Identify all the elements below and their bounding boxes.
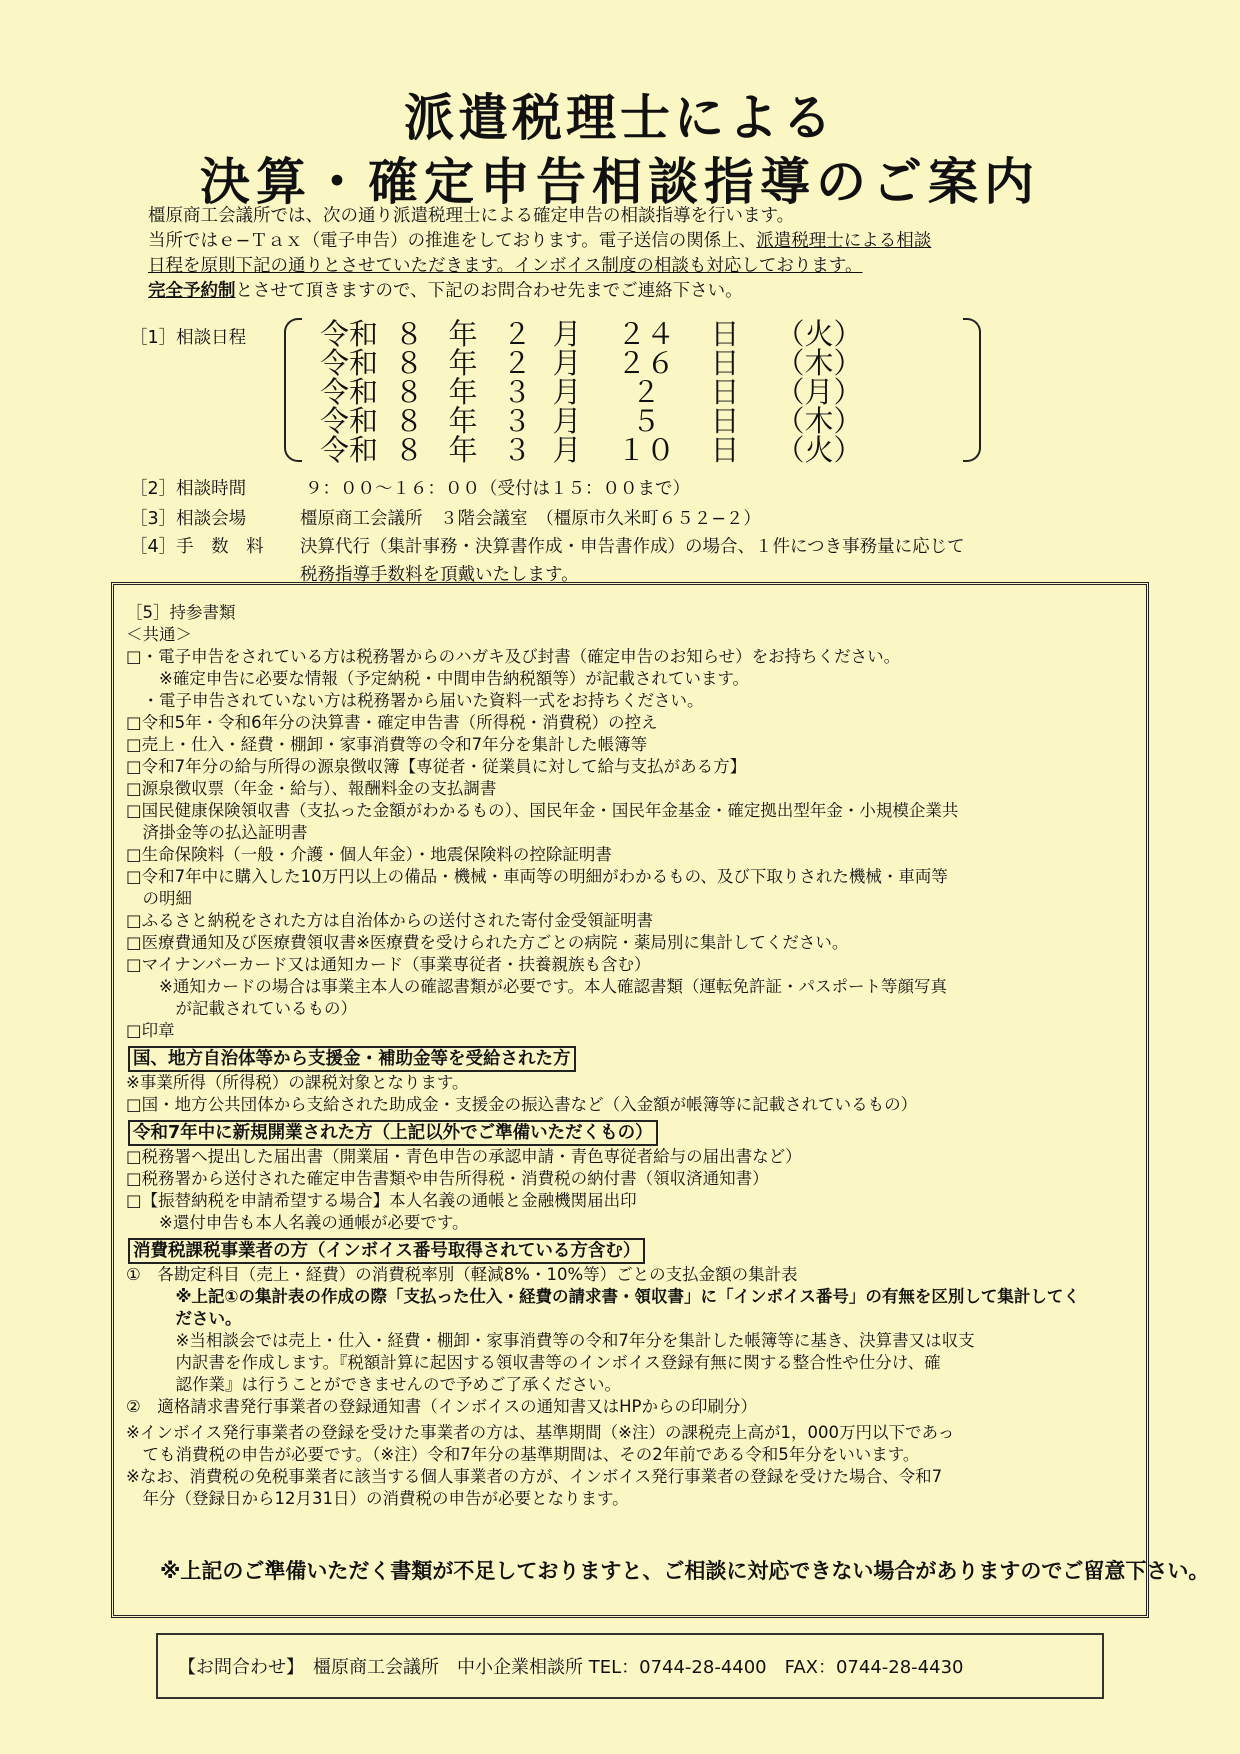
document-item: ※事業所得（所得税）の課税対象となります。 (126, 1073, 469, 1092)
date-d: 日 (710, 375, 740, 409)
date-era: 令和 (319, 433, 378, 467)
date-dow: （木） (775, 346, 863, 380)
date-day: ２４ (616, 317, 675, 351)
document-item: ださい。 (126, 1309, 242, 1328)
date-y: 年 (448, 317, 478, 351)
date-m: 月 (552, 433, 582, 467)
document-item: □売上・仕入・経費・棚卸・家事消費等の令和7年分を集計した帳簿等 (126, 735, 648, 754)
date-era: 令和 (319, 346, 378, 380)
document-item: □国・地方公共団体から支給された助成金・支援金の振込書など（入金額が帳簿等に記載されているもの） (126, 1095, 918, 1114)
schedule-label: ［1］相談日程 (130, 328, 247, 348)
date-month: ２ (502, 346, 532, 380)
title-line-2: 決算・確定申告相談指導のご案内 (200, 153, 1040, 211)
intro-line (148, 229, 1138, 254)
document-item: 認作業』は行うことができませんので予めご了承ください。 (126, 1375, 621, 1394)
documents-label: ［5］持参書類 (126, 603, 236, 622)
intro-line-underlined: 日程を原則下記の通りとさせていただきます。インボイス制度の相談も対応しております。 (148, 256, 863, 276)
document-item: 済掛金等の払込証明書 (126, 823, 308, 842)
date-m: 月 (552, 317, 582, 351)
document-item: □【振替納税を申請希望する場合】本人名義の通帳と金融機関届出印 (126, 1191, 637, 1210)
document-item: □源泉徴収票（年金・給与）、報酬料金の支払調書 (126, 779, 497, 798)
document-item: ① 各勘定科目（売上・経費）の消費税率別（軽減8%・10%等）ごとの支払金額の集計表 (126, 1265, 798, 1284)
document-item: □ふるさと納税をされた方は自治体からの送付された寄付金受領証明書 (126, 911, 654, 930)
note-line: ても消費税の申告が必要です。（※注）令和7年分の基準期間は、その2年前である令和5年分をいいます。 (126, 1445, 920, 1464)
date-m: 月 (552, 346, 582, 380)
common-label: ＜共通＞ (126, 625, 192, 644)
date-y: 年 (448, 375, 478, 409)
date-m: 月 (552, 375, 582, 409)
document-item: □令和7年分の給与所得の源泉徴収簿【専従者・従業員に対して給与支払がある方】 (126, 757, 747, 776)
document-item: □税務署へ提出した届出書（開業届・青色申告の承認申請・青色専従者給与の届出書など） (126, 1147, 802, 1166)
reservation-only-text: 完全予約制 (148, 281, 236, 301)
date-year: ８ (394, 404, 424, 438)
intro-line: 橿原商工会議所では、次の通り派遣税理士による確定申告の相談指導を行います。 (148, 206, 795, 226)
intro-line-part: 当所ではｅ−Ｔａｘ（電子申告）の推進をしております。電子送信の関係上、 (148, 231, 757, 251)
date-era: 令和 (319, 375, 378, 409)
contact-box (156, 1633, 1104, 1699)
date-era: 令和 (319, 404, 378, 438)
date-day: ２ (631, 375, 661, 409)
date-year: ８ (394, 317, 424, 351)
left-bracket (284, 318, 302, 462)
intro-line-part: とさせて頂きますので、下記のお問合わせ先までご連絡下さい。 (235, 281, 743, 301)
date-day: １０ (616, 433, 675, 467)
document-item: □国民健康保険領収書（支払った金額がわかるもの）、国民年金・国民年金基金・確定拠出型年金・小規模企業共 (126, 801, 959, 820)
new-business-header: 令和7年中に新規開業された方（上記以外でご準備いただくもの） (128, 1120, 658, 1146)
date-d: 日 (710, 317, 740, 351)
schedule-date (310, 433, 950, 467)
schedule-dates (310, 317, 950, 467)
document-item: 内訳書を作成します。『税額計算に起因する領収書等のインボイス登録有無に関する整合性や仕分け、確 (126, 1353, 941, 1372)
date-dow: （月） (775, 375, 863, 409)
date-era: 令和 (319, 317, 378, 351)
document-item: ② 適格請求書発行事業者の登録通知書（インボイスの通知書又はHPからの印刷分） (126, 1397, 757, 1416)
document-item: ※還付申告も本人名義の通帳が必要です。 (126, 1213, 469, 1232)
date-m: 月 (552, 404, 582, 438)
intro-text (148, 204, 1138, 304)
date-dow: （火） (775, 433, 863, 467)
contact-text: 【お問合わせ】 橿原商工会議所 中小企業相談所 TEL：0744-28-4400 FAX：0744-28-4430 (178, 1657, 964, 1678)
document-item: ※通知カードの場合は事業主本人の確認書類が必要です。本人確認書類（運転免許証・パスポート等顔写真 (126, 977, 948, 996)
date-dow: （木） (775, 404, 863, 438)
consumption-tax-header: 消費税課税事業者の方（インボイス番号取得されている方含む） (128, 1238, 645, 1264)
date-d: 日 (710, 404, 740, 438)
date-y: 年 (448, 404, 478, 438)
document-item: ※上記①の集計表の作成の際「支払った仕入・経費の請求書・領収書」に「インボイス番号」の有無を区別して集計してく (126, 1287, 1080, 1306)
date-dow: （火） (775, 317, 863, 351)
time-label: ［2］相談時間 (130, 479, 247, 499)
document-item: □印章 (126, 1021, 175, 1040)
document-item: が記載されているもの） (126, 999, 357, 1018)
document-item: □マイナンバーカード又は通知カード（事業専従者・扶養親族も含む） (126, 955, 651, 974)
date-year: ８ (394, 433, 424, 467)
fee-line-2: 税務指導手数料を頂戴いたします。 (300, 565, 579, 585)
date-year: ８ (394, 375, 424, 409)
document-item: □税務署から送付された確定申告書類や申告所得税・消費税の納付書（領収済通知書） (126, 1169, 769, 1188)
date-d: 日 (710, 433, 740, 467)
document-item: □令和7年中に購入した10万円以上の備品・機械・車両等の明細がわかるもの、及び下取りされた機械・車両等 (126, 867, 948, 886)
right-bracket (963, 318, 981, 462)
fee-label: ［4］手 数 料 (130, 537, 264, 557)
closing-note: ※上記のご準備いただく書類が不足しておりますと、ご相談に対応できない場合がありますのでご留意下さい。 (160, 1559, 1210, 1583)
document-item: ※確定申告に必要な情報（予定納税・中間申告納税額等）が記載されています。 (126, 669, 750, 688)
note-line: 年分（登録日から12月31日）の消費税の申告が必要となります。 (126, 1489, 629, 1508)
venue-value: 橿原商工会議所 ３階会議室 （橿原市久米町６５２−２） (300, 509, 761, 529)
date-day: ２６ (616, 346, 675, 380)
document-item: □医療費通知及び医療費領収書※医療費を受けられた方ごとの病院・薬局別に集計してください。 (126, 933, 849, 952)
date-month: ２ (502, 317, 532, 351)
date-month: ３ (502, 375, 532, 409)
date-d: 日 (710, 346, 740, 380)
date-y: 年 (448, 433, 478, 467)
title-line-1: 派遣税理士による (404, 89, 836, 147)
fee-line-1: 決算代行（集計事務・決算書作成・申告書作成）の場合、１件につき事務量に応じて (300, 537, 965, 557)
document-item: □・電子申告をされている方は税務署からのハガキ及び封書（確定申告のお知らせ）をお持ちください。 (126, 647, 901, 666)
intro-line (148, 279, 1138, 304)
document-item: ・電子申告されていない方は税務署から届いた資料一式をお持ちください。 (126, 691, 704, 710)
date-day: ５ (631, 404, 661, 438)
document-item: □令和5年・令和6年分の決算書・確定申告書（所得税・消費税）の控え (126, 713, 658, 732)
note-line: ※インボイス発行事業者の登録を受けた事業者の方は、基準期間（※注）の課税売上高が1，000万円以下であっ (126, 1423, 955, 1442)
document-item: の明細 (126, 889, 192, 908)
document-item: ※当相談会では売上・仕入・経費・棚卸・家事消費等の令和7年分を集計した帳簿等に基き、決算書又は収支 (126, 1331, 975, 1350)
document-item: □生命保険料（一般・介護・個人年金）・地震保険料の控除証明書 (126, 845, 612, 864)
date-month: ３ (502, 433, 532, 467)
intro-line-underlined: 派遣税理士による相談 (756, 231, 932, 251)
subsidy-header: 国、地方自治体等から支援金・補助金等を受給された方 (128, 1046, 576, 1072)
date-y: 年 (448, 346, 478, 380)
note-line: ※なお、消費税の免税事業者に該当する個人事業者の方が、インボイス発行事業者の登録を受けた場合、令和7 (126, 1467, 943, 1486)
venue-label: ［3］相談会場 (130, 509, 247, 529)
date-month: ３ (502, 404, 532, 438)
time-value: ９：００〜１６：００（受付は１５：００まで） (305, 479, 690, 499)
date-year: ８ (394, 346, 424, 380)
